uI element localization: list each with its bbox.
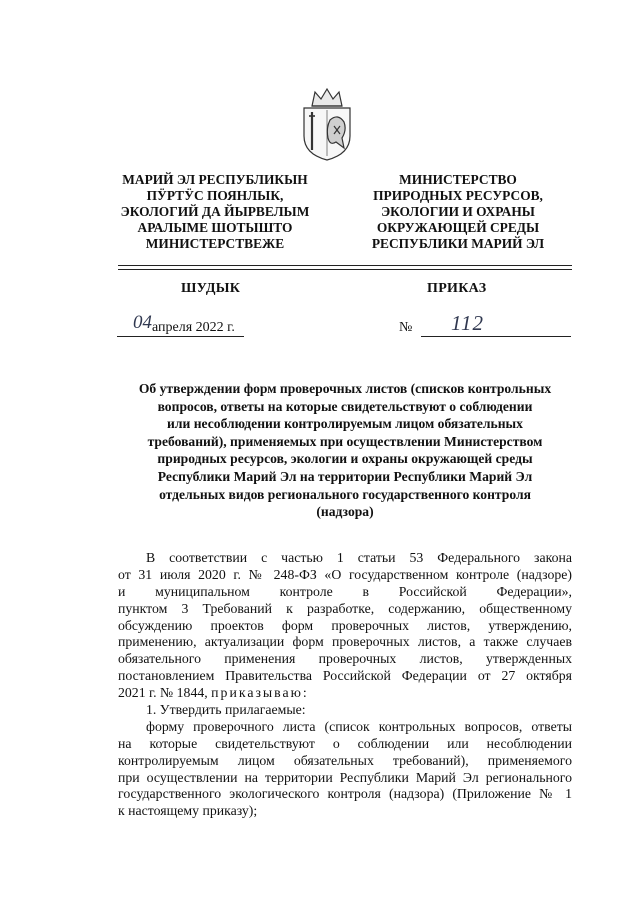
body-line: обсуждению проектов форм проверочных листов, утверждению,	[118, 617, 572, 633]
order-word: приказываю:	[211, 685, 309, 701]
body-line: форму проверочного листа (список контрольных вопросов, ответы	[146, 718, 572, 734]
date-field	[117, 312, 244, 337]
org-name-mari	[100, 172, 330, 252]
body-line: пунктом 3 Требований к разработке, содержанию, общественному	[118, 600, 572, 616]
header-divider-thick	[118, 265, 572, 266]
org-line: ОКРУЖАЮЩЕЙ СРЕДЫ	[376, 220, 540, 235]
body-line: при осуществлении на территории Республики Марий Эл регионального	[118, 769, 572, 785]
body-line: 1. Утвердить прилагаемые:	[146, 702, 306, 718]
body-line: и муниципальном контроле в Российской Федерации»,	[118, 583, 572, 599]
body-text-fragment: 2021 г. № 1844,	[118, 685, 208, 701]
handwritten-day: 04	[133, 312, 152, 333]
title-line: вопросов, ответы на которые свидетельствуют о соблюдении	[157, 398, 533, 414]
document-body	[118, 550, 572, 820]
body-line: к настоящему приказу);	[118, 803, 258, 819]
org-line: ЭКОЛОГИЙ ДА ЙЫРВЕЛЫМ	[120, 204, 310, 219]
title-line: Республики Марий Эл на территории Республики Марий Эл	[157, 468, 533, 484]
body-line: контролируемым лицом обязательных требований), применяемого	[118, 752, 572, 768]
body-line: В соответствии с частью 1 статьи 53 Федерального закона	[146, 550, 572, 565]
org-name-russian	[343, 172, 573, 252]
title-line: Об утверждении форм проверочных листов (списков контрольных	[138, 381, 552, 396]
title-line: или несоблюдении контролируемым лицом обязательных	[167, 416, 523, 432]
org-line: РЕСПУБЛИКИ МАРИЙ ЭЛ	[371, 236, 545, 251]
title-line: отдельных видов регионального государственного контроля	[159, 486, 531, 502]
coat-of-arms-emblem	[298, 86, 356, 162]
body-line: обязательного применения проверочных листов, утвержденных	[118, 651, 572, 667]
handwritten-number: 112	[451, 311, 484, 335]
org-line: ПӰРТӰС ПОЯНЛЫК,	[146, 188, 284, 203]
body-line: постановлением Правительства Российской Федерации от 27 октября	[118, 668, 572, 684]
body-line: на которые свидетельствуют о соблюдении или несоблюдении	[118, 735, 572, 751]
date-text: апреля 2022 г.	[152, 320, 235, 335]
org-line: АРАЛЫМЕ ШОТЫШТО	[137, 220, 293, 235]
body-line	[118, 685, 572, 702]
number-label: №	[399, 320, 413, 335]
org-line: ПРИРОДНЫХ РЕСУРСОВ,	[373, 188, 543, 203]
body-line: от 31 июля 2020 г. № 248-ФЗ «О государственном контроле (надзоре)	[118, 566, 572, 582]
org-line: ЭКОЛОГИИ И ОХРАНЫ	[381, 204, 535, 219]
document-title	[118, 380, 572, 521]
title-line: природных ресурсов, экологии и охраны окружающей среды	[157, 451, 533, 467]
number-field	[421, 311, 571, 337]
body-line: государственного экологического контроля (надзора) (Приложение № 1	[118, 786, 572, 802]
title-line: требований), применяемых при осуществлении Министерством	[147, 433, 543, 449]
org-line: МАРИЙ ЭЛ РЕСПУБЛИКЫН	[122, 172, 308, 187]
org-line: МИНИСТЕРСТВО	[399, 172, 517, 187]
doc-type-mari: ШУДЫК	[181, 281, 241, 296]
body-line: применению, актуализации форм проверочных листов, а также случаев	[118, 634, 572, 650]
title-line: (надзора)	[316, 504, 374, 520]
header-divider-thin	[118, 269, 572, 270]
doc-type-russian: ПРИКАЗ	[427, 281, 487, 296]
org-line: МИНИСТЕРСТВЕЖЕ	[145, 236, 285, 251]
